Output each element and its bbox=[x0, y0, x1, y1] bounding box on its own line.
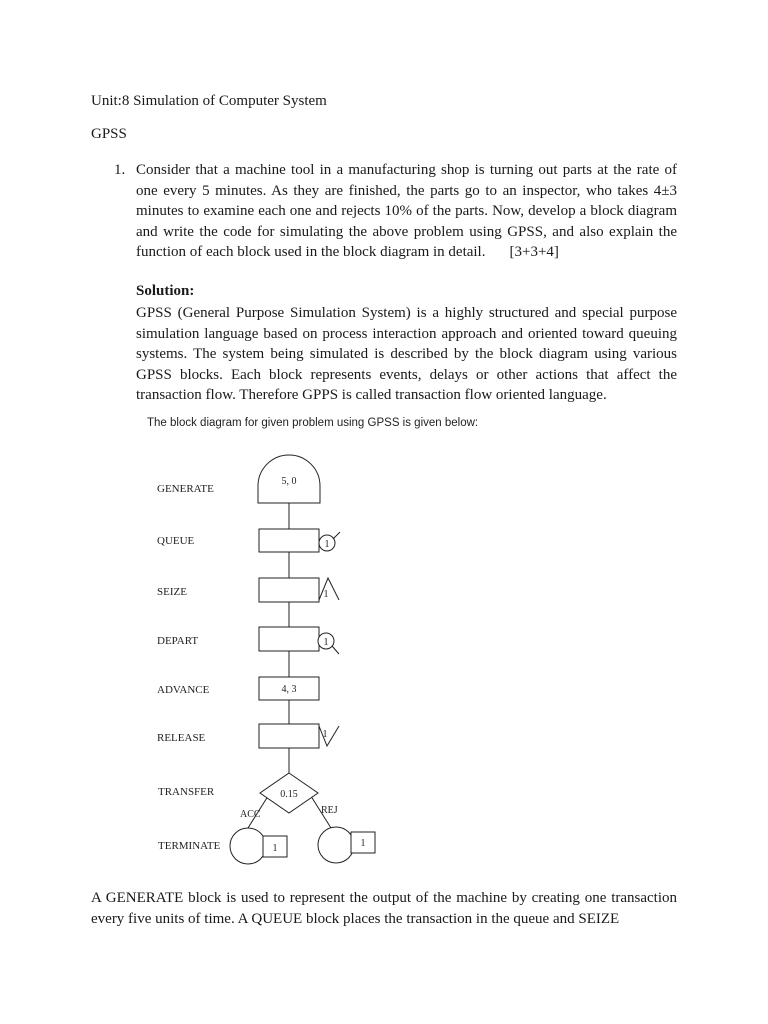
release-param: 1 bbox=[322, 729, 328, 740]
transfer-param: 0.15 bbox=[280, 789, 298, 800]
terminate-rej-block bbox=[318, 827, 354, 863]
depart-param: 1 bbox=[323, 637, 329, 648]
terminate-acc-block bbox=[230, 828, 266, 864]
advance-label: ADVANCE bbox=[157, 684, 210, 696]
transfer-branch-acc: ACC bbox=[240, 809, 261, 820]
terminate-acc-param: 1 bbox=[272, 843, 278, 854]
explanation-paragraph: A GENERATE block is used to represent the output of the machine by creating one transaction every five units of time. A QUEUE block places the transaction in the queue and SEIZE bbox=[91, 890, 677, 927]
queue-block bbox=[259, 529, 319, 552]
seize-param: 1 bbox=[323, 589, 329, 600]
release-label: RELEASE bbox=[157, 732, 206, 744]
seize-triangle-icon bbox=[319, 578, 339, 600]
question-number: 1. bbox=[114, 162, 126, 178]
terminate-rej-param: 1 bbox=[360, 838, 366, 849]
queue-label: QUEUE bbox=[157, 535, 195, 547]
terminate-label: TERMINATE bbox=[158, 840, 221, 852]
advance-param: 4, 3 bbox=[281, 684, 297, 695]
depart-block bbox=[259, 627, 319, 651]
unit-title: Unit:8 Simulation of Computer System bbox=[91, 93, 327, 109]
transfer-branch-rej: REJ bbox=[321, 805, 338, 816]
generate-label: GENERATE bbox=[157, 483, 214, 495]
queue-param: 1 bbox=[324, 539, 330, 550]
depart-label: DEPART bbox=[157, 635, 199, 647]
seize-label: SEIZE bbox=[157, 586, 187, 598]
depart-tail-icon bbox=[332, 646, 339, 654]
seize-block bbox=[259, 578, 319, 602]
solution-heading: Solution: bbox=[136, 283, 195, 299]
section-heading: GPSS bbox=[91, 126, 127, 142]
transfer-label: TRANSFER bbox=[158, 786, 215, 798]
diagram-caption: The block diagram for given problem using GPSS is given below: bbox=[147, 417, 479, 429]
question-marks: [3+3+4] bbox=[509, 244, 559, 260]
question-text: Consider that a machine tool in a manufacturing shop is turning out parts at the rate of one every 5 minutes. As they are finished, the parts go to an inspector, who takes 4±3 minutes to examine each one and rejects 10% of the parts. Now, develop a block diagram and write the code for simulating the above problem using GPSS, and also explain the function of each block used in the block diagram in detail. bbox=[136, 162, 677, 260]
solution-paragraph: GPSS (General Purpose Simulation System) is a highly structured and special purpose simulation language based on process interaction approach and oriented toward queuing systems. The system being simulated is described by the block diagram using various GPSS blocks. Each block represents events, delays or other actions that affect the transaction flow. Therefore GPPS is called transaction flow oriented language. bbox=[136, 305, 677, 403]
generate-param: 5, 0 bbox=[281, 476, 297, 487]
release-block bbox=[259, 724, 319, 748]
queue-tick-icon bbox=[333, 532, 340, 539]
